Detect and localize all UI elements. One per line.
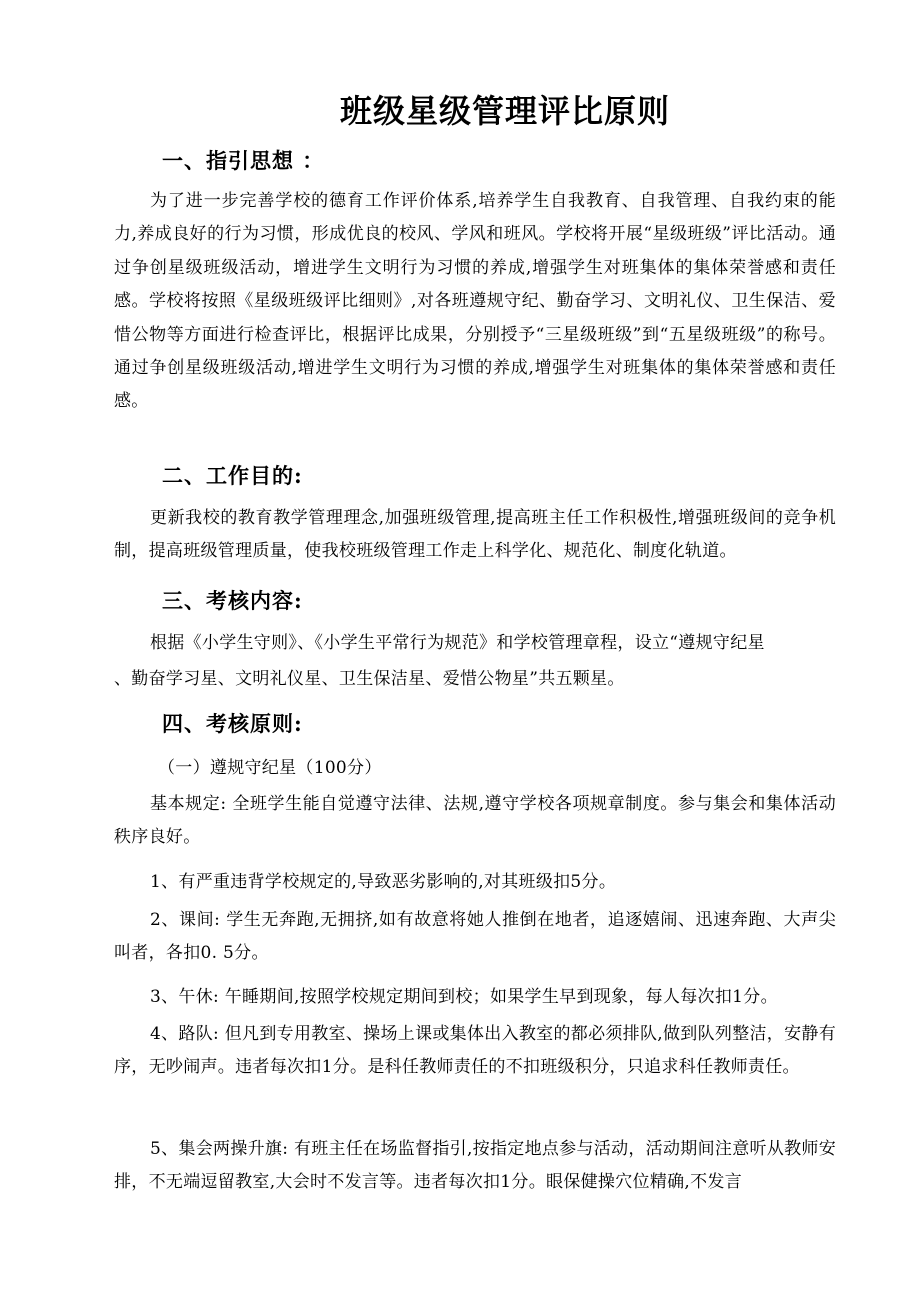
section-heading-assessment-content: 三、考核内容:	[162, 588, 303, 613]
rule-item-4: 4、路队: 但凡到专用教室、操场上课或集体出入教室的都必须排队,做到队列整洁，安静有序，无吵闹声。违者每次扣1分。是科任教师责任的不扣班级积分，只追求科任教师责任。	[114, 1024, 836, 1078]
subsection-title-discipline-star: （一）遵规守纪星（100分）	[158, 758, 382, 778]
rule-item-1: 1、有严重违背学校规定的,导致恶劣影响的,对其班级扣5分。	[150, 872, 617, 892]
section-heading-guiding-thought: 一、指引思想 ：	[162, 148, 325, 173]
rule-item-2: 2、课间: 学生无奔跑,无拥挤,如有故意将她人推倒在地者，追逐嬉闹、迅速奔跑、大声尖叫者，各扣0. 5分。	[114, 910, 836, 964]
section-body-assessment-content-line1: 根据《小学生守则》、《小学生平常行为规范》和学校管理章程，设立“遵规守纪星	[150, 633, 765, 653]
section-body-guiding-thought: 为了进一步完善学校的德育工作评价体系,培养学生自我教育、自我管理、自我约束的能力,养成良好的行为习惯，形成优良的校风、学风和班风。学校将开展“星级班级”评比活动。通过争创星级班级活动，增进学生文明行为习惯的养成,增强学生对班集体的集体荣誉感和责任感。学校将按照《星级班级评比细则》,对各班遵规守纪、勤奋学习、文明礼仪、卫生保洁、爱惜公物等方面进行检查评比，根据评比成果，分别授予“三星级班级”到“五星级班级”的称号。通过争创星级班级活动,增进学生文明行为习惯的养成,增强学生对班集体的集体荣誉感和责任感。	[114, 191, 836, 412]
section-heading-work-goal: 二、工作目的:	[162, 463, 303, 488]
page-title: 班级星级管理评比原则	[339, 92, 670, 130]
section-body-assessment-content-line2: 、勤奋学习星、文明礼仪星、卫生保洁星、爱惜公物星”共五颗星。	[114, 669, 625, 689]
rule-item-5: 5、集会两操升旗: 有班主任在场监督指引,按指定地点参与活动，活动期间注意听从教师安排，不无端逗留教室,大会时不发言等。违者每次扣1分。眼保健操穴位精确,不发言	[114, 1139, 836, 1193]
section-body-work-goal: 更新我校的教育教学管理理念,加强班级管理,提高班主任工作积极性,增强班级间的竞争机制，提高班级管理质量，使我校班级管理工作走上科学化、规范化、制度化轨道。	[114, 508, 836, 562]
section-heading-assessment-principles: 四、考核原则:	[162, 711, 303, 736]
rule-item-3: 3、午休: 午睡期间,按照学校规定期间到校；如果学生早到现象，每人每次扣1分。	[150, 987, 778, 1007]
basic-rule-paragraph: 基本规定: 全班学生能自觉遵守法律、法规,遵守学校各项规章制度。参与集会和集体活动秩序良好。	[114, 794, 836, 848]
